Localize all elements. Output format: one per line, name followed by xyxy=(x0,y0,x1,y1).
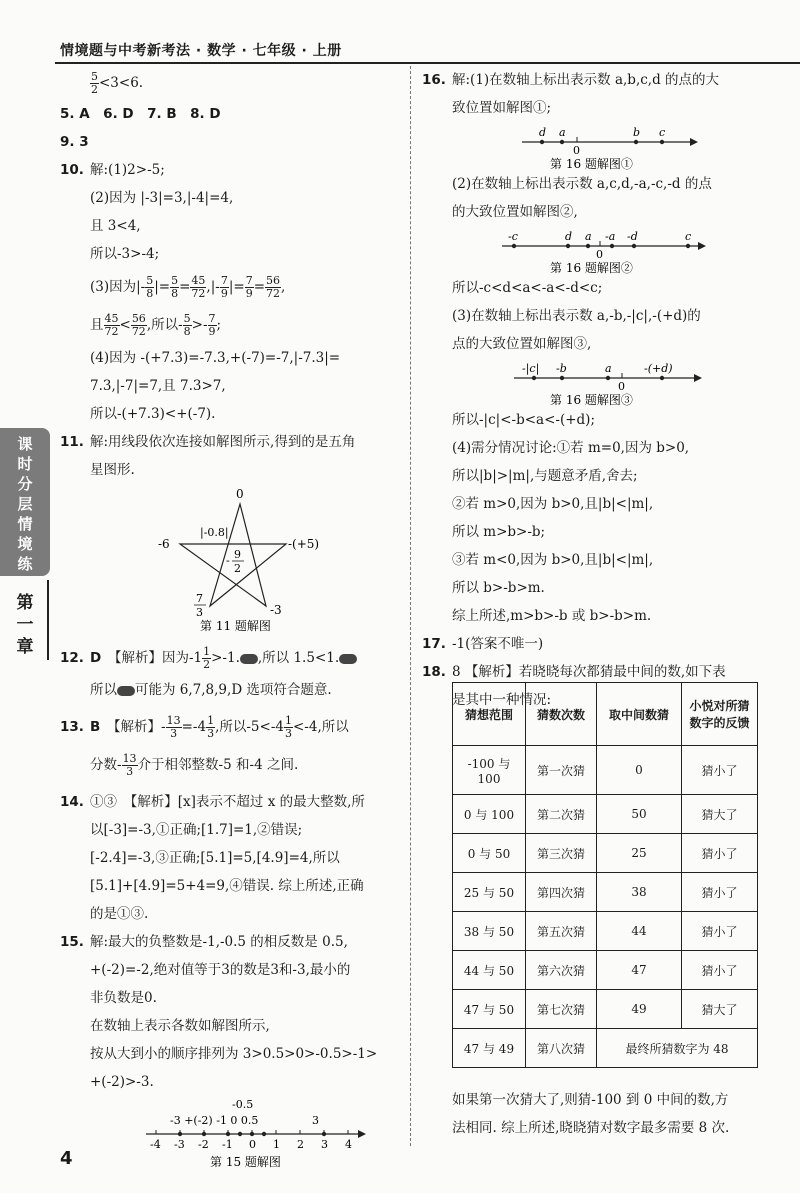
axis-point xyxy=(322,1132,326,1136)
table-cell: 猜小了 xyxy=(682,951,758,990)
table-cell: 第八次猜 xyxy=(526,1029,597,1068)
q10-line: 且 3<4, xyxy=(90,218,141,234)
table-cell: 44 xyxy=(597,912,682,951)
q10-line: 7.3,|-7|=7,且 7.3>7, xyxy=(90,378,226,394)
chapter-char: 章 xyxy=(16,637,34,657)
side-tab-char: 时 xyxy=(17,455,33,473)
table-row xyxy=(453,746,758,795)
point-label: c xyxy=(685,230,692,243)
axis-tick-label: 3 xyxy=(321,1138,328,1151)
point-label: a xyxy=(585,230,592,243)
axis-tick-label: -4 xyxy=(150,1138,161,1151)
point-label: -a xyxy=(605,230,616,243)
q10-line: (2)因为 |-3|=3,|-4|=4, xyxy=(90,190,234,206)
q16-line: 致位置如解图①; xyxy=(452,100,552,116)
page-header: 情境题与中考新考法 · 数学 · 七年级 · 上册 xyxy=(60,43,342,59)
q10-line: (4)因为 -(+7.3)=-7.3,+(-7)=-7,|-7.3|= xyxy=(90,350,341,366)
axis-point xyxy=(202,1132,206,1136)
q12-line: 所以 可能为 6,7,8,9,D 选项符合题意. xyxy=(90,682,332,698)
point-label: a xyxy=(605,362,612,375)
ink-blot-icon xyxy=(117,686,135,696)
q16-line: ②若 m>0,因为 b>0,且|b|<|m|, xyxy=(452,496,654,512)
table-header: 小悦对所猜数字的反馈 xyxy=(682,683,758,746)
q14-line: 以[-3]=-3,①正确;[1.7]=1,②错误; xyxy=(90,822,303,838)
q14-line: 的是①③. xyxy=(90,906,149,922)
left-column xyxy=(60,66,402,1172)
q17-line: 17. -1(答案不唯一) xyxy=(422,630,782,658)
table-cell: 最终所猜数字为 48 xyxy=(597,1029,758,1068)
table-cell: 25 xyxy=(597,834,682,873)
q16-line: 所以-c<d<a<-a<-d<c; xyxy=(452,280,603,296)
axis-tick-label: 4 xyxy=(345,1138,352,1151)
axis-label: -0.5 xyxy=(232,1098,254,1111)
chapter-char: 一 xyxy=(16,615,34,635)
table-cell: 0 xyxy=(597,746,682,795)
question-number: 11. xyxy=(60,434,84,450)
table-cell: 第二次猜 xyxy=(526,795,597,834)
star-label-left: -6 xyxy=(158,537,170,551)
table-row xyxy=(453,951,758,990)
table-cell: 38 与 50 xyxy=(453,912,526,951)
table-header: 取中间数猜 xyxy=(597,683,682,746)
question-number: 10. xyxy=(60,162,84,178)
q14-line: [5.1]+[4.9]=5+4=9,④错误. 综上所述,正确 xyxy=(90,878,364,894)
table-cell: 47 与 49 xyxy=(453,1029,526,1068)
q10-line: (3)因为|- $\frac{5}{8}$ |= $\frac{5}{8}$ = $\frac{45}{72}$ ,|- $\frac{7}{9}$ |= $\frac{7}{9}$ = $\frac{56}{72}$ , xyxy=(90,274,286,300)
point-label: 0 xyxy=(596,248,603,261)
star-label-br: -3 xyxy=(270,603,282,617)
side-tab-char: 分 xyxy=(17,475,33,493)
q16-line: 点的大致位置如解图③, xyxy=(452,336,592,352)
axis-label: -3 +(-2) -1 0 0.5 xyxy=(170,1114,259,1127)
table-cell: 猜小了 xyxy=(682,912,758,951)
q16-line: 的大致位置如解图②, xyxy=(452,204,578,220)
side-tab-char: 境 xyxy=(17,535,33,553)
q14-line: [-2.4]=-3,③正确;[5.1]=5,[4.9]=4,所以 xyxy=(90,850,340,866)
answers-5-8: 5. A 6. D 7. B 8. D xyxy=(60,106,221,122)
number-line-16-1 xyxy=(422,122,782,170)
q16-line: 所以 m>b>-b; xyxy=(452,524,546,540)
fraction: $\frac{5}{2}$ xyxy=(91,70,98,96)
table-cell: 猜小了 xyxy=(682,873,758,912)
table-header: 猜数次数 xyxy=(526,683,597,746)
point-label: -b xyxy=(556,362,567,375)
table-cell: 47 xyxy=(597,951,682,990)
q16-line: 所以-|c|<-b<a<-(+d); xyxy=(452,412,596,428)
point-label: d xyxy=(539,126,547,139)
q16-line: ③若 m<0,因为 b>0,且|b|<|m|, xyxy=(452,552,654,568)
axis-ticks xyxy=(150,1130,352,1151)
q16-line: 所以 b>-b>m. xyxy=(452,580,545,596)
axis-tick-label: -3 xyxy=(174,1138,185,1151)
point-label: a xyxy=(559,126,566,139)
q15-line: 在数轴上表示各数如解图所示, xyxy=(90,1018,270,1034)
q10-line: 10. 解:(1)2>-5; xyxy=(60,156,402,184)
number-line-16-3 xyxy=(422,358,782,406)
axis-tick-label: 0 xyxy=(249,1138,256,1151)
figure-caption: 第 11 题解图 xyxy=(200,619,271,633)
table-row xyxy=(453,873,758,912)
q15-line: 非负数是0. xyxy=(90,990,157,1006)
q18-line: 如果第一次猜大了,则猜-100 到 0 中间的数,方 xyxy=(452,1092,729,1108)
right-column xyxy=(422,66,782,714)
table-cell: 猜小了 xyxy=(682,746,758,795)
table-header-row xyxy=(453,683,758,746)
ink-blot-icon xyxy=(339,654,357,664)
q16-line: 所以|b|>|m|,与题意矛盾,舍去; xyxy=(452,468,638,484)
axis-tick-label: 2 xyxy=(297,1138,304,1151)
table-cell: 第七次猜 xyxy=(526,990,597,1029)
table-cell: -100 与 100 xyxy=(453,746,526,795)
table-cell: 38 xyxy=(597,873,682,912)
number-line-15 xyxy=(60,1096,402,1172)
ink-blot-icon xyxy=(240,654,258,664)
side-rule xyxy=(47,580,49,660)
q15-line: 15. 解:最大的负整数是-1,-0.5 的相反数是 0.5, xyxy=(60,928,402,956)
point-label: -c xyxy=(508,230,518,243)
table-cell: 0 与 50 xyxy=(453,834,526,873)
axis-tick-label: -2 xyxy=(198,1138,209,1151)
q14-line: 14. ①③ 【解析】[x]表示不超过 x 的最大整数,所 xyxy=(60,788,402,816)
star-figure xyxy=(60,484,402,634)
table-header: 猜想范围 xyxy=(453,683,526,746)
table-cell: 50 xyxy=(597,795,682,834)
q15-line: 按从大到小的顺序排列为 3>0.5>0>-0.5>-1> xyxy=(90,1046,378,1062)
question-number: 12. xyxy=(60,650,84,666)
question-number: 16. xyxy=(422,72,446,88)
point-label: -(+d) xyxy=(644,362,673,375)
page-number: 4 xyxy=(60,1148,73,1169)
table-cell: 49 xyxy=(597,990,682,1029)
q18-line: 是其中一种情况: xyxy=(452,692,552,708)
question-number: 17. xyxy=(422,636,446,652)
point-label: 0 xyxy=(618,380,625,393)
number-line-16-2 xyxy=(422,226,782,274)
q16-line: (3)在数轴上标出表示数 a,-b,-|c|,-(+d)的 xyxy=(452,308,701,324)
star-outline xyxy=(180,504,286,606)
table-row xyxy=(453,795,758,834)
star-label-mid-sign: - xyxy=(226,554,230,567)
point-label: b xyxy=(633,126,641,139)
question-number: 13. xyxy=(60,719,84,735)
point-label: -d xyxy=(627,230,638,243)
table-cell: 第三次猜 xyxy=(526,834,597,873)
axis-tick-label: -1 xyxy=(222,1138,233,1151)
column-divider xyxy=(410,66,411,1146)
q16-line: 16. 解:(1)在数轴上标出表示数 a,b,c,d 的点的大 xyxy=(422,66,782,94)
side-tab-char: 情 xyxy=(17,515,33,533)
table-cell: 第五次猜 xyxy=(526,912,597,951)
q10-line: 所以-3>-4; xyxy=(90,246,160,262)
table-row xyxy=(453,990,758,1029)
point-label: -|c| xyxy=(522,362,540,375)
chapter-char: 第 xyxy=(16,593,34,613)
star-label-top: 0 xyxy=(236,487,244,501)
axis-point xyxy=(178,1132,182,1136)
figure-caption: 第 16 题解图① xyxy=(550,157,633,170)
star-label-mid-d: 2 xyxy=(234,562,241,575)
side-tab-char: 练 xyxy=(17,555,33,573)
table-cell: 猜大了 xyxy=(682,990,758,1029)
table-row xyxy=(453,912,758,951)
axis-label: 3 xyxy=(312,1114,319,1127)
table-cell: 第六次猜 xyxy=(526,951,597,990)
figure-caption: 第 16 题解图③ xyxy=(550,393,633,406)
q16-line: (2)在数轴上标出表示数 a,c,d,-a,-c,-d 的点 xyxy=(452,176,712,192)
q10-line: 所以-(+7.3)<+(-7). xyxy=(90,406,216,422)
table-cell: 0 与 100 xyxy=(453,795,526,834)
table-cell: 47 与 50 xyxy=(453,990,526,1029)
q12-line: 12. D 【解析】因为-1 $\frac{1}{2}$ >-1. ,所以 1.5<1. xyxy=(60,640,402,676)
table-cell: 44 与 50 xyxy=(453,951,526,990)
table-row xyxy=(453,834,758,873)
q13-line: 13. B 【解析】- $\frac{13}{3}$ =-4 $\frac{1}{3}$ ,所以-5<-4 $\frac{1}{3}$ <-4,所以 xyxy=(60,708,402,746)
q18-line: 法相同. 综上所述,晓晓猜对数字最多需要 8 次. xyxy=(452,1120,730,1136)
q10-line: 且 $\frac{45}{72}$ < $\frac{56}{72}$ ,所以- $\frac{5}{8}$ >- $\frac{7}{9}$ ; xyxy=(90,312,222,338)
figure-caption: 第 16 题解图② xyxy=(550,261,633,274)
chapter-label xyxy=(10,592,40,658)
side-tab xyxy=(0,428,50,576)
star-label-bl-d: 3 xyxy=(196,606,203,619)
point-label: c xyxy=(659,126,666,139)
side-tab-char: 层 xyxy=(17,495,33,513)
table-cell: 25 与 50 xyxy=(453,873,526,912)
q11-line: 星图形. xyxy=(90,462,135,478)
table-row xyxy=(453,1029,758,1068)
axis-point xyxy=(250,1132,254,1136)
guess-table xyxy=(452,682,758,1068)
question-number: 14. xyxy=(60,794,84,810)
answer-9: 9. 3 xyxy=(60,134,89,150)
axis-point xyxy=(226,1132,230,1136)
q18-line: 18. 8 【解析】若晓晓每次都猜最中间的数,如下表 xyxy=(422,658,782,686)
table-cell: 第一次猜 xyxy=(526,746,597,795)
q15-line: +(-2)>-3. xyxy=(90,1074,154,1090)
point-label: d xyxy=(565,230,573,243)
q16-line: 综上所述,m>b>-b 或 b>-b>m. xyxy=(452,608,652,624)
axis-point xyxy=(262,1132,266,1136)
star-label-mid-n: 9 xyxy=(234,548,241,561)
star-label-abs: |-0.8| xyxy=(200,526,229,539)
header-rule xyxy=(55,62,800,64)
question-number: 15. xyxy=(60,934,84,950)
star-label-right: -(+5) xyxy=(288,537,320,551)
star-label-bl-n: 7 xyxy=(196,592,203,605)
axis-point xyxy=(238,1132,242,1136)
q15-line: +(-2)=-2,绝对值等于3的数是3和-3,最小的 xyxy=(90,962,351,978)
q13-line: 分数- $\frac{13}{3}$ 介于相邻整数-5 和-4 之间. xyxy=(90,752,299,778)
q11-line: 11. 解:用线段依次连接如解图所示,得到的是五角 xyxy=(60,428,402,456)
table-cell: 猜小了 xyxy=(682,834,758,873)
table-cell: 第四次猜 xyxy=(526,873,597,912)
axis-tick-label: 1 xyxy=(273,1138,280,1151)
table-cell: 猜大了 xyxy=(682,795,758,834)
figure-caption: 第 15 题解图 xyxy=(210,1155,281,1169)
point-label: 0 xyxy=(573,144,580,157)
q4-tail: $\frac{5}{2}$ <3<6. xyxy=(91,70,144,96)
side-tab-char: 课 xyxy=(17,435,33,453)
q16-line: (4)需分情况讨论:①若 m=0,因为 b>0, xyxy=(452,440,690,456)
question-number: 18. xyxy=(422,664,446,680)
